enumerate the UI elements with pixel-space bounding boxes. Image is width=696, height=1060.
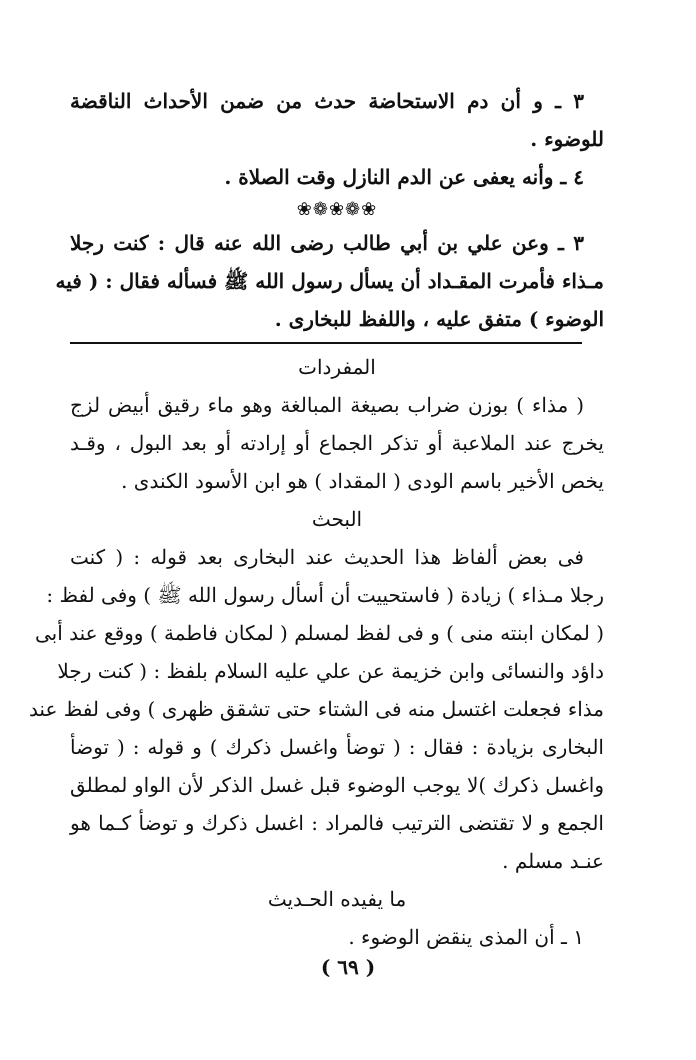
hadith-line-3: الوضوء ) متفق عليه ، واللفظ للبخارى . bbox=[274, 307, 604, 331]
points-top bbox=[70, 82, 604, 196]
section-ornament: ❀❁❀❁❀ bbox=[296, 199, 378, 220]
discussion-line-6: البخارى بزيادة : فقال : ( توضأ واغسل ذكرك ) و قوله : ( توضأ bbox=[70, 735, 604, 759]
discussion-line-2: رجلا مـذاء ) زيادة ( فاستحييت أن أسأل رسول الله ﷺ ) وفى لفظ : bbox=[46, 583, 604, 607]
discussion-line-9: عنـد مسلم . bbox=[502, 849, 604, 873]
point-4: ٤ ـ وأنه يعفى عن الدم النازل وقت الصلاة . bbox=[224, 165, 584, 189]
discussion-line-7: واغسل ذكرك )لا يوجب الوضوء قبل غسل الذكر لأن الواو لمطلق bbox=[70, 773, 604, 797]
discussion-text bbox=[28, 538, 604, 880]
page-number: ( ٦٩ ) bbox=[320, 955, 376, 979]
vocab-line-3: يخص الأخير باسم الودى ( المقداد ) هو ابن الأسود الكندى . bbox=[121, 469, 604, 493]
vocab-heading: المفردات bbox=[298, 355, 376, 379]
point-3-line-1: ٣ ـ و أن دم الاستحاضة حدث من ضمن الأحداث الناقضة bbox=[70, 89, 585, 113]
benefit-1: ١ ـ أن المذى ينقض الوضوء . bbox=[348, 925, 584, 949]
discussion-line-3: ( لمكان ابنته منى ) و فى لفظ لمسلم ( لمكان فاطمة ) ووقع عند أبى bbox=[34, 621, 604, 645]
discussion-line-8: الجمع و لا تقتضى الترتيب فالمراد : اغسل ذكرك و توضأ كـما هو bbox=[70, 811, 604, 835]
benefits-heading: ما يفيده الحـديث bbox=[267, 887, 407, 911]
discussion-line-1: فى بعض ألفاظ هذا الحديث عند البخارى بعد قوله : ( كنت bbox=[70, 545, 584, 569]
hadith-line-1: ٣ ـ وعن علي بن أبي طالب رضى الله عنه قال : كنت رجلا bbox=[70, 231, 584, 255]
discussion-line-4: داؤد والنسائى وابن خزيمة عن علي عليه السلام بلفظ : ( كنت رجلا bbox=[57, 659, 604, 683]
discussion-line-5: مذاء فجعلت اغتسل منه فى الشتاء حتى تشقق ظهرى ) وفى لفظ عند bbox=[28, 697, 604, 721]
hadith-line-2: مـذاء فأمرت المقـداد أن يسأل رسول الله ﷺ فسأله فقال : ( فيه bbox=[55, 269, 604, 293]
vocab-line-2: يخرج عند الملاعبة أو تذكر الجماع أو إرادته أو بعد البول ، وقـد bbox=[70, 431, 604, 455]
point-3-line-2: للوضوء . bbox=[530, 127, 604, 151]
discussion-heading: البحث bbox=[311, 507, 363, 531]
vocab-text bbox=[70, 386, 604, 500]
page-content bbox=[28, 82, 604, 956]
hadith-text bbox=[55, 224, 604, 338]
vocab-line-1: ( مذاء ) بوزن ضراب بصيغة المبالغة وهو ماء رقيق أبيض لزج bbox=[70, 393, 584, 417]
benefits-text bbox=[70, 918, 604, 956]
